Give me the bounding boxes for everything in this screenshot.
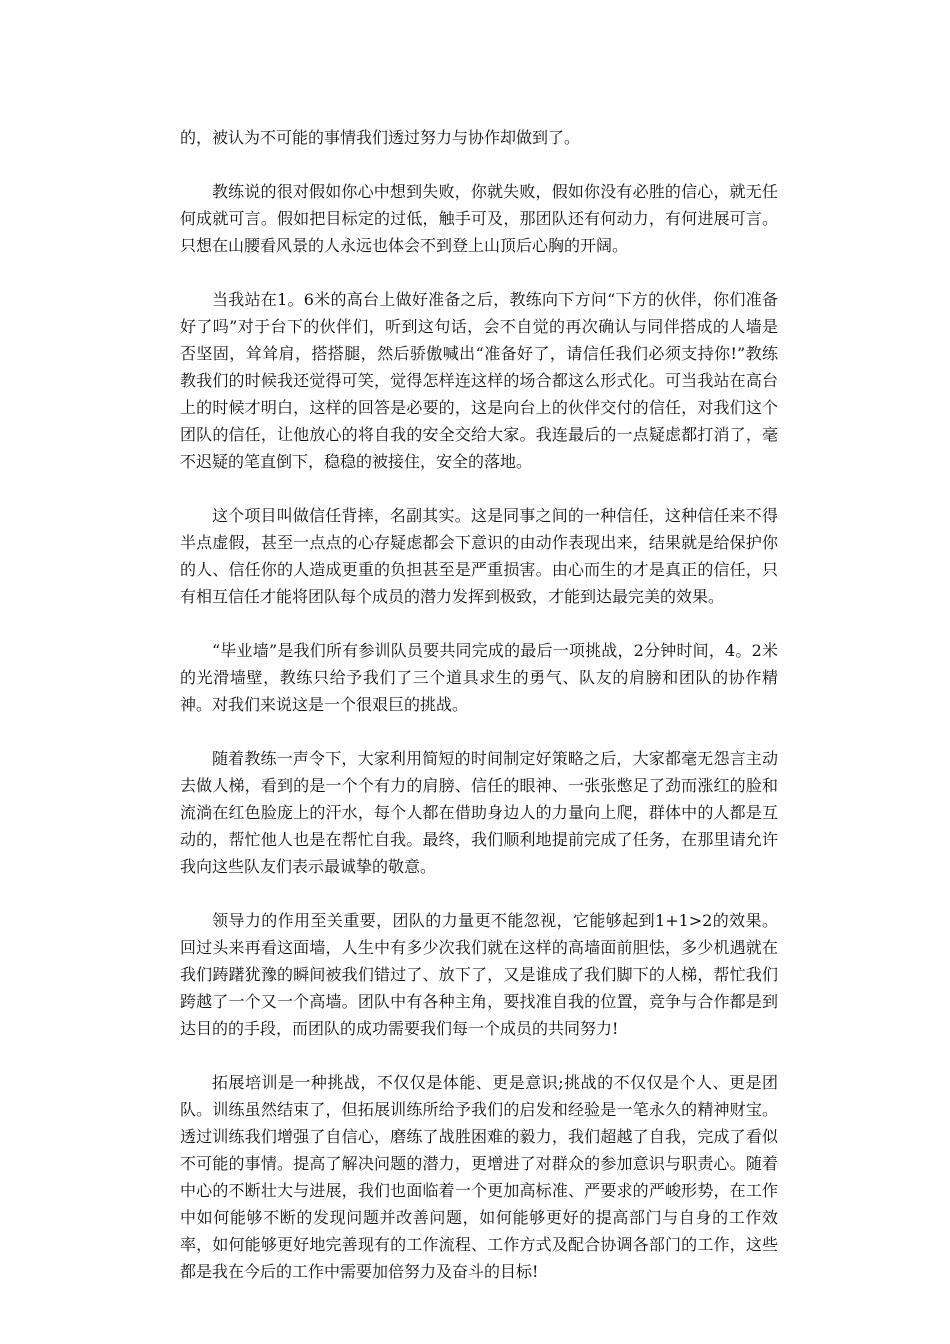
document-body	[180, 124, 778, 1312]
paragraph-5: “毕业墙”是我们所有参训队员要共同完成的最后一项挑战，2分钟时间，4。2米的光滑墙壁，教练只给予我们了三个道具求生的勇气、队友的肩膀和团队的协作精神。对我们来说这是一个很艰巨的挑战。	[180, 641, 778, 714]
paragraph-2: 教练说的很对假如你心中想到失败，你就失败，假如你没有必胜的信心，就无任何成就可言。假如把目标定的过低，触手可及，那团队还有何动力，有何进展可言。只想在山腰看风景的人永远也体会不到登上山顶后心胸的开阔。	[180, 182, 778, 255]
paragraph-4: 这个项目叫做信任背摔，名副其实。这是同事之间的一种信任，这种信任来不得半点虚假，甚至一点点的心存疑虑都会下意识的由动作表现出来，结果就是给保护你的人、信任你的人造成更重的负担甚至是严重损害。由心而生的才是真正的信任，只有相互信任才能将团队每个成员的潜力发挥到极致，才能到达最完美的效果。	[180, 506, 778, 606]
paragraph-6: 随着教练一声令下，大家利用简短的时间制定好策略之后，大家都毫无怨言主动去做人梯，看到的是一个个有力的肩膀、信任的眼神、一张张憋足了劲而涨红的脸和流淌在红色脸庞上的汗水，每个人都在借助身边人的力量向上爬，群体中的人都是互动的，帮忙他人也是在帮忙自我。最终，我们顺利地提前完成了任务，在那里请允许我向这些队友们表示最诚挚的敬意。	[180, 749, 778, 876]
paragraph-1: 的，被认为不可能的事情我们透过努力与协作却做到了。	[180, 128, 581, 147]
paragraph-3: 当我站在1。6米的高台上做好准备之后，教练向下方问“下方的伙伴，你们准备好了吗”对于台下的伙伴们，听到这句话，会不自觉的再次确认与同伴搭成的人墙是否坚固，耸耸肩，搭搭腿，然后骄傲喊出“准备好了，请信任我们必须支持你!”教练教我们的时候我还觉得可笑，觉得怎样连这样的场合都这么形式化。可当我站在高台上的时候才明白，这样的回答是必要的，这是向台上的伙伴交付的信任，对我们这个团队的信任，让他放心的将自我的安全交给大家。我连最后的一点疑虑都打消了，毫不迟疑的笔直倒下，稳稳的被接住，安全的落地。	[180, 290, 778, 471]
paragraph-8: 拓展培训是一种挑战，不仅仅是体能、更是意识;挑战的不仅仅是个人、更是团队。训练虽然结束了，但拓展训练所给予我们的启发和经验是一笔永久的精神财宝。透过训练我们增强了自信心，磨练了战胜困难的毅力，我们超越了自我，完成了看似不可能的事情。提高了解决问题的潜力，更增进了对群众的参加意识与职责心。随着中心的不断壮大与进展，我们也面临着一个更加高标准、严要求的严峻形势，在工作中如何能够不断的发现问题并改善问题，如何能够更好的提高部门与自身的工作效率，如何能够更好地完善现有的工作流程、工作方式及配合协调各部门的工作，这些都是我在今后的工作中需要加倍努力及奋斗的目标!	[180, 1073, 778, 1281]
paragraph-7: 领导力的作用至关重要，团队的力量更不能忽视，它能够起到1+1>2的效果。回过头来再看这面墙，人生中有多少次我们就在这样的高墙面前胆怯，多少机遇就在我们踌躇犹豫的瞬间被我们错过了、放下了，又是谁成了我们脚下的人梯，帮忙我们跨越了一个又一个高墙。团队中有各种主角，要找准自我的位置，竞争与合作都是到达目的的手段，而团队的成功需要我们每一个成员的共同努力!	[180, 911, 778, 1038]
